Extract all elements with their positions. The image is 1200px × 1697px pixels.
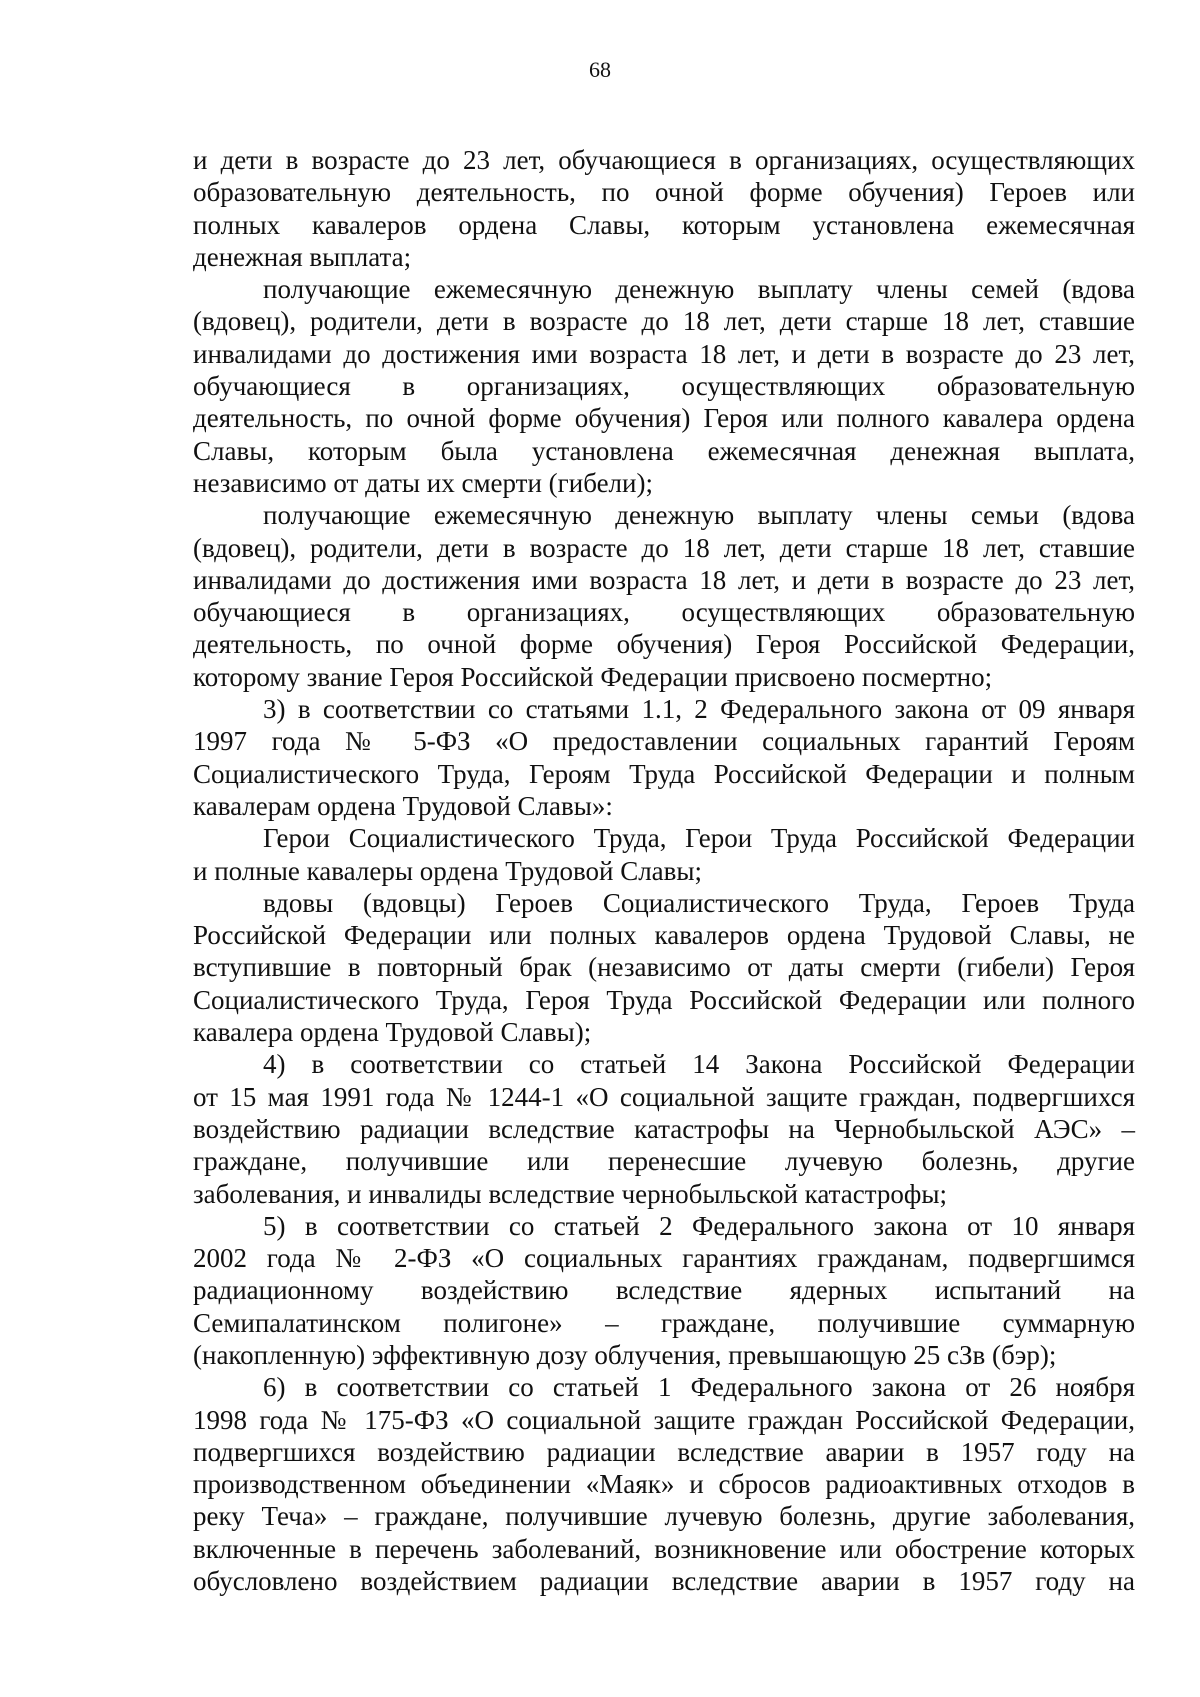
paragraph xyxy=(193,144,1135,273)
paragraph xyxy=(193,1371,1135,1597)
text-line: реку Теча» – граждане, получившие лучевую болезнь, другие заболевания, xyxy=(193,1501,1135,1532)
text-line: 2002 года № 2-ФЗ «О социальных гарантиях гражданам, подвергшимся xyxy=(193,1243,1135,1274)
text-line: (накопленную) эффективную дозу облучения, превышающую 25 сЗв (бэр); xyxy=(193,1339,1057,1370)
paragraph xyxy=(193,1048,1135,1209)
text-line: и дети в возрасте до 23 лет, обучающиеся в организациях, осуществляющих xyxy=(193,145,1135,175)
text-line: инвалидами до достижения ими возраста 18 лет, и дети в возрасте до 23 лет, xyxy=(193,338,1135,369)
text-line: деятельность, по очной форме обучения) Героя или полного кавалера ордена xyxy=(193,403,1135,434)
text-line: полных кавалеров ордена Славы, которым установлена ежемесячная xyxy=(193,209,1135,240)
text-line: Славы, которым была установлена ежемесячная денежная выплата, xyxy=(193,435,1135,466)
paragraph xyxy=(193,1210,1135,1371)
text-line: 4) в соответствии со статьей 14 Закона Российской Федерации xyxy=(263,1049,1135,1080)
document-body xyxy=(193,144,1135,1597)
text-line: радиационному воздействию вследствие ядерных испытаний на xyxy=(193,1275,1135,1306)
text-line: обучающиеся в организациях, осуществляющих образовательную xyxy=(193,371,1135,402)
text-line: образовательную деятельность, по очной форме обучения) Героев или xyxy=(193,177,1135,208)
text-line: инвалидами до достижения ими возраста 18 лет, и дети в возрасте до 23 лет, xyxy=(193,564,1135,595)
text-line: получающие ежемесячную денежную выплату члены семьи (вдова xyxy=(263,500,1135,531)
text-line: Российской Федерации или полных кавалеров ордена Трудовой Славы, не xyxy=(193,920,1135,951)
text-line: обучающиеся в организациях, осуществляющих образовательную xyxy=(193,597,1135,628)
text-line: обусловлено воздействием радиации вследствие аварии в 1957 году на xyxy=(193,1566,1135,1597)
text-line: производственном объединении «Маяк» и сбросов радиоактивных отходов в xyxy=(193,1469,1135,1500)
text-line: получающие ежемесячную денежную выплату члены семей (вдова xyxy=(263,274,1135,305)
text-line: Социалистического Труда, Героям Труда Российской Федерации и полным xyxy=(193,758,1135,789)
text-line: (вдовец), родители, дети в возрасте до 18 лет, дети старше 18 лет, ставшие xyxy=(193,306,1135,337)
text-line: деятельность, по очной форме обучения) Героя Российской Федерации, xyxy=(193,629,1135,660)
text-line: 1997 года № 5-ФЗ «О предоставлении социальных гарантий Героям xyxy=(193,726,1135,757)
text-line: кавалера ордена Трудовой Славы); xyxy=(193,1017,592,1048)
text-line: 5) в соответствии со статьей 2 Федерального закона от 10 января xyxy=(263,1210,1135,1241)
text-line: кавалерам ордена Трудовой Славы»: xyxy=(193,790,613,821)
text-line: 3) в соответствии со статьями 1.1, 2 Федерального закона от 09 января xyxy=(263,694,1135,725)
text-line: Семипалатинском полигоне» – граждане, получившие суммарную xyxy=(193,1307,1135,1338)
text-line: заболевания, и инвалиды вследствие чернобыльской катастрофы; xyxy=(193,1178,948,1209)
text-line: 1998 года № 175-ФЗ «О социальной защите граждан Российской Федерации, xyxy=(193,1404,1135,1435)
text-line: Социалистического Труда, Героя Труда Российской Федерации или полного xyxy=(193,984,1135,1015)
paragraph xyxy=(193,887,1135,1048)
text-line: Герои Социалистического Труда, Герои Труда Российской Федерации xyxy=(263,823,1135,854)
text-line: воздействию радиации вследствие катастрофы на Чернобыльской АЭС» – xyxy=(193,1113,1135,1144)
text-line: от 15 мая 1991 года № 1244-1 «О социальной защите граждан, подвергшихся xyxy=(193,1081,1135,1112)
text-line: 6) в соответствии со статьей 1 Федерального закона от 26 ноября xyxy=(263,1372,1135,1403)
text-line: и полные кавалеры ордена Трудовой Славы; xyxy=(193,855,703,886)
text-line: подвергшихся воздействию радиации вследствие аварии в 1957 году на xyxy=(193,1436,1135,1467)
text-line: денежная выплата; xyxy=(193,241,412,272)
text-line: (вдовец), родители, дети в возрасте до 18 лет, дети старше 18 лет, ставшие xyxy=(193,532,1135,563)
paragraph xyxy=(193,273,1135,499)
text-line: вдовы (вдовцы) Героев Социалистического Труда, Героев Труда xyxy=(263,887,1135,918)
text-line: вступившие в повторный брак (независимо от даты смерти (гибели) Героя xyxy=(193,952,1135,983)
text-line: которому звание Героя Российской Федерации присвоено посмертно; xyxy=(193,661,993,692)
text-line: независимо от даты их смерти (гибели); xyxy=(193,467,653,498)
paragraph xyxy=(193,693,1135,822)
paragraph xyxy=(193,822,1135,887)
page-number: 68 xyxy=(589,57,611,82)
text-line: включенные в перечень заболеваний, возникновение или обострение которых xyxy=(193,1533,1135,1564)
paragraph xyxy=(193,499,1135,693)
text-line: граждане, получившие или перенесшие лучевую болезнь, другие xyxy=(193,1146,1135,1177)
